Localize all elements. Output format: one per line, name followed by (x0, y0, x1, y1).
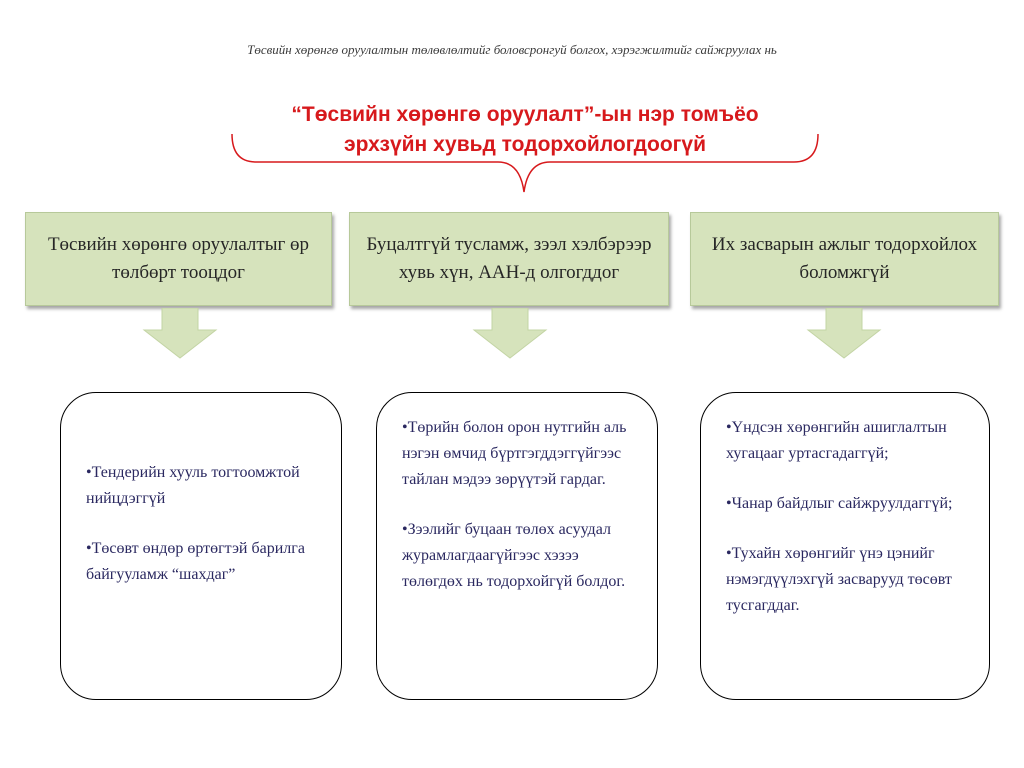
page-subtitle: Төсвийн хөрөнгө оруулалтын төлөвлөлтийг боловсронгуй болгох, хэрэгжилтийг сайжруулах нь (247, 42, 777, 57)
down-arrow-icon (470, 308, 550, 360)
bullet-item: •Чанар байдлыг сайжруулдаггүй; (726, 495, 953, 512)
category-label-grants: Буцалтгүй тусламж, зээл хэлбэрээр хувь хүн, ААН-д олгогддог (366, 234, 652, 283)
bullet-item: •Зээлийг буцаан төлөх асуудал журамлагдаагүйгээс хэзээ төлөгдөх нь тодорхойгүй болдог. (402, 521, 626, 590)
down-arrow-icon (804, 308, 884, 360)
detail-card-repairs (700, 392, 990, 700)
bullet-item: •Тендерийн хууль тогтоомжтой нийцдэггүй (86, 464, 300, 507)
detail-card-grants (376, 392, 658, 700)
category-label-debt: Төсвийн хөрөнгө оруулалтыг өр төлбөрт тооцдог (47, 234, 310, 283)
bullet-item: •Төсөвт өндөр өртөгтэй барилга байгууламж “шахдаг” (86, 540, 305, 583)
down-arrow-icon (140, 308, 220, 360)
category-label-repairs: Их засварын ажлыг тодорхойлох боломжгүй (711, 234, 978, 283)
heading-line-1: “Төсвийн хөрөнгө оруулалт”-ын нэр томъёо (291, 103, 759, 126)
category-box-grants (349, 212, 669, 306)
bullet-item: •Тухайн хөрөнгийг үнэ цэнийг нэмэгдүүлэхгүй засварууд төсөвт тусгагддаг. (726, 545, 952, 614)
bullet-item: •Үндсэн хөрөнгийн ашиглалтын хугацааг уртасгадаггүй; (726, 419, 947, 462)
category-box-repairs (690, 212, 999, 306)
detail-card-debt (60, 392, 342, 700)
category-box-debt (25, 212, 332, 306)
bullet-item: •Төрийн болон орон нутгийн аль нэгэн өмчид бүртгэгддэггүйгээс тайлан мэдээ зөрүүтэй гардаг. (402, 419, 627, 488)
heading-brace (228, 134, 823, 200)
heading-line-2: эрхзүйн хувьд тодорхойлогдоогүй (343, 133, 706, 156)
